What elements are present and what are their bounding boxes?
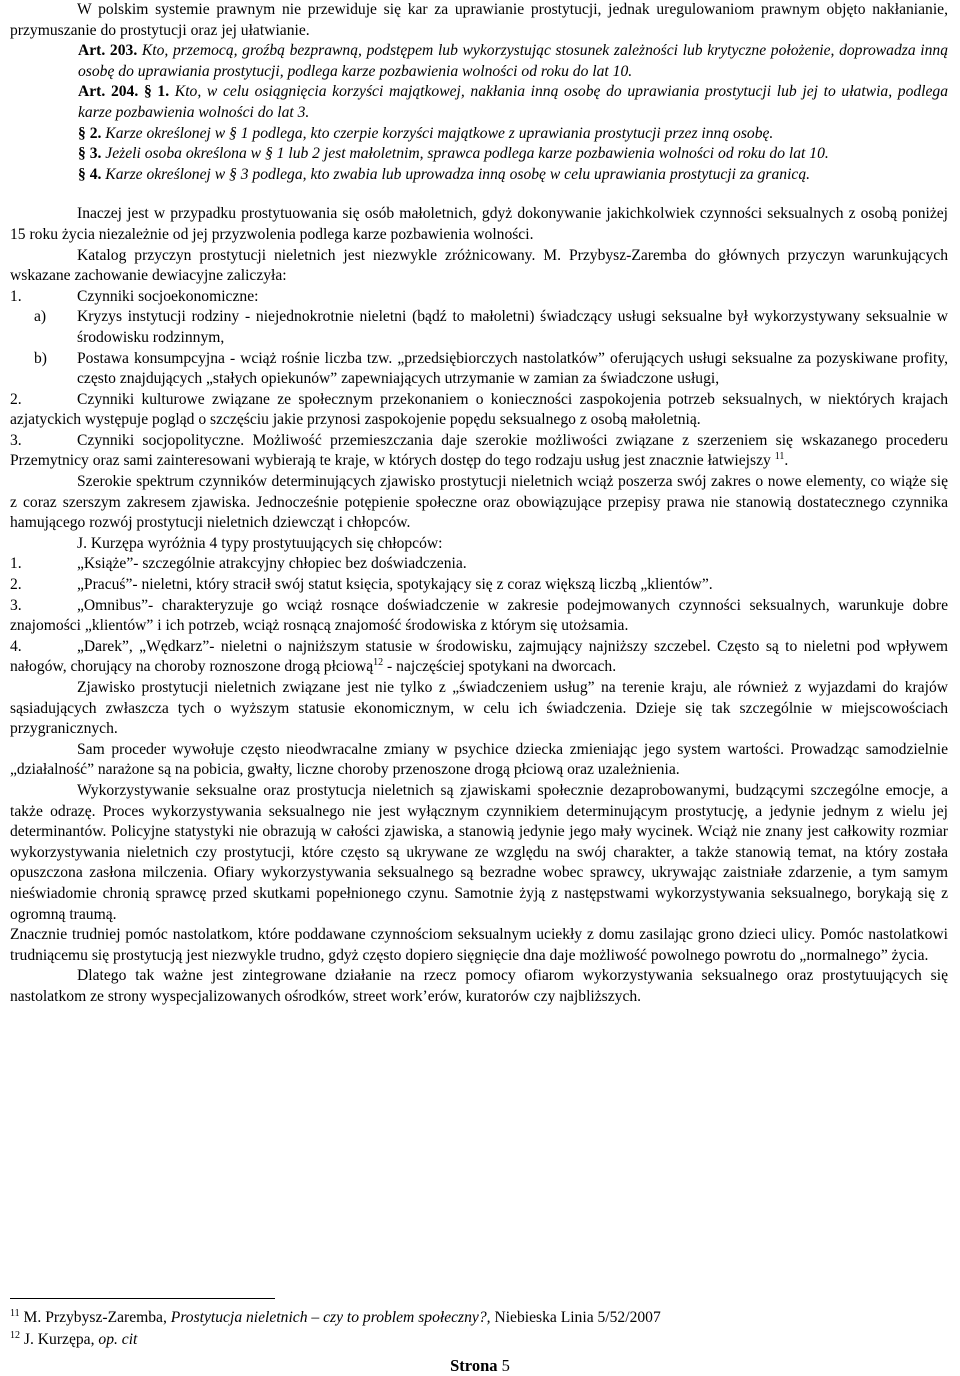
art-204-p4 [78, 165, 948, 186]
list-number: 4. [10, 637, 22, 655]
type-item-3 [10, 596, 948, 637]
list-text-end: . [784, 452, 789, 470]
footnote-11 [10, 1308, 940, 1328]
paragraph-spectrum: Szerokie spektrum czynników determinujących zjawisko prostytucji nieletnich wciąż poszerza swój zakres o nowe elementy, co wiąże się z coraz szerszym zakresem zjawiska. Jednocześnie potępienie społeczne oraz obowiązujące przepisy prawa nie stanowią dostatecznego czynnika hamującego rozwój prostytucji nieletnich dziewcząt i chłopców. [10, 473, 948, 532]
paragraph-minors: Inaczej jest w przypadku prostytuowania się osób małoletnich, gdyż dokonywanie jakichkolwiek czynności seksualnych z osobą poniżej 15 roku życia niezależnie od jej przyzwolenia podlega karze pozbawienia wolności. [10, 205, 948, 243]
footnote-title: Prostytucja nieletnich – czy to problem społeczny?, [170, 1309, 491, 1326]
art-203-text: Kto, przemocą, groźbą bezprawną, podstępem lub wykorzystując stosunek zależności lub krytyczne położenie, doprowadza inną osobę do uprawiania prostytucji, podlega karze pozbawienia wolności od roku do lat 10. [78, 42, 949, 80]
list-text: „Książe”- szczególnie atrakcyjny chłopiec bez doświadczenia. [77, 555, 467, 573]
page-number: 5 [501, 1356, 510, 1375]
art-204-label: Art. 204. [78, 83, 139, 101]
list-text: Czynniki socjopolityczne. Możliwość przemieszczania daje szerokie możliwości związane z szerzeniem się wskazanego procederu Przemytnicy oraz sami zainteresowani wybierają te kraje, w których dostęp do tego rodzaju usług jest znacznie łatwiejszy [10, 431, 948, 470]
cause-item-b [10, 349, 948, 390]
list-number: 1. [10, 555, 22, 573]
footnote-author: J. Kurzępa, [23, 1331, 95, 1348]
footnote-author: M. Przybysz-Zaremba, [23, 1309, 167, 1326]
legal-quote [78, 41, 948, 185]
list-number: 2. [10, 390, 22, 408]
art-204-p2 [78, 124, 948, 145]
art-204-p3-text: Jeżeli osoba określona w § 1 lub 2 jest małoletnim, sprawca podlega karze pozbawienia wolności od roku do lat 10. [105, 145, 829, 163]
footnote-ref-12[interactable]: 12 [373, 657, 384, 669]
intro-paragraph: W polskim systemie prawnym nie przewiduje się kar za uprawianie prostytucji, jednak uregulowaniom prawnym objęto nakłanianie, przymuszanie do prostytucji oraz jej ułatwianie. [10, 1, 948, 39]
footnote-ref-11[interactable]: 11 [774, 451, 785, 463]
paragraph-types-intro: J. Kurzępa wyróżnia 4 typy prostytuujących się chłopców: [77, 534, 443, 552]
paragraph-help: Znacznie trudniej pomóc nastolatkom, które poddawane czynnościom seksualnym uciekły z domu zasilając grono dzieci ulicy. Pomóc nastolatkowi trudniącemu się prostytucją jest niezwykle trudno, gdyż często dopiero sięgnięcie dna daje możliwość powolnego powrotu do „normalnego” życia. [10, 926, 948, 964]
paragraph-exploitation: Wykorzystywanie seksualne oraz prostytucja nieletnich są zjawiskami społecznie dezaprobowanymi, budzącymi szczególne emocje, a także odrazę. Proces wykorzystywania seksualnego nie jest wyłącznym czynnikiem determinującym prostytucję, a jedynie jednym z wielu jej determinantów. Policyjne statystyki nie obrazują w całości zjawiska, a stanowią jedynie jego mały wycinek. Wciąż nie znany jest całkowity rozmiar wykorzystywania nieletnich czy prostytucji, które często są ukrywane ze względu na swój charakter, a także stanowią temat, na który została opuszczona zasłona milczenia. Ofiary wykorzystywania seksualnego są bezradne wobec sprawcy, ukrywając zaistniałe zdarzenie, a tym samym nieświadomie chronią sprawcę przed skutkami popełnionego czynu. Samotnie żyją z następstwami wykorzystywania seksualnego, borykają się z ogromną traumą. [10, 781, 948, 923]
art-204-p1 [78, 82, 948, 123]
list-text: Czynniki kulturowe związane ze społecznym przekonaniem o konieczności zaspokojenia potrzeb seksualnych, w niektórych krajach azjatyckich występuje pogląd o szczęściu jakie przynosi zaspokojenie popędu seksualnego z osobą małoletnią. [10, 390, 948, 429]
footnote-number: 11 [10, 1307, 20, 1319]
list-text: „Darek”, „Wędkarz”- nieletni o najniższym statusie w środowisku, zajmujący najniższy szczebel. Często są to nieletni pod wpływem nałogów, chorujący na choroby roznoszone drogą płciową [10, 637, 948, 676]
document-body [10, 0, 948, 1008]
art-203 [78, 41, 948, 82]
list-text: „Pracuś”- nieletni, który stracił swój statut księcia, spotykający się z coraz większą liczbą „klientów”. [77, 576, 713, 594]
cause-item-a [10, 307, 948, 348]
art-204-p1-label: § 1. [143, 83, 170, 101]
footnote-number: 12 [10, 1329, 20, 1341]
art-204-p2-text: Karze określonej w § 1 podlega, kto czerpie korzyści majątkowe z uprawiania prostytucji przez inną osobę. [105, 124, 774, 142]
type-item-4 [10, 637, 948, 678]
type-item-1 [10, 554, 948, 575]
list-letter: b) [34, 349, 47, 367]
art-204-p4-text: Karze określonej w § 3 podlega, kto zwabia lub uprowadza inną osobę w celu uprawiania prostytucji za granicą. [105, 165, 811, 183]
list-letter: a) [34, 308, 47, 326]
list-text: Postawa konsumpcyjna - wciąż rośnie liczba tzw. „przedsiębiorczych nastolatków” oferujących usługi seksualne za pozyskiwane profity, często znajdujących „stałych opiekunów” zapewniających utrzymanie w zamian za świadczone usługi, [77, 349, 948, 388]
paragraph-abroad: Zjawisko prostytucji nieletnich związane jest nie tylko z „świadczeniem usług” na terenie kraju, ale również z wyjazdami do krajów sąsiadujących zwłaszcza tych o wyższym statusie ekonomicznym, w celu ich świadczenia. Dzieje się tak szczególnie w miejscowościach przygranicznych. [10, 679, 948, 738]
list-number: 1. [10, 287, 22, 305]
cause-item-1 [10, 287, 948, 308]
list-text: Kryzys instytucji rodziny - niejednokrotnie nieletni (bądź to małoletni) świadczący usługi seksualne był wykorzystywany seksualnie w środowisku rodzinnym, [77, 308, 948, 346]
art-203-label: Art. 203. [78, 42, 138, 60]
art-204-p2-label: § 2. [78, 124, 102, 142]
footnote-source: Niebieska Linia 5/52/2007 [494, 1309, 661, 1326]
list-number: 3. [10, 596, 22, 614]
cause-item-3 [10, 431, 948, 472]
art-204-p3 [78, 144, 948, 165]
page-label: Strona [450, 1356, 498, 1375]
paragraph-conclusion: Dlatego tak ważne jest zintegrowane działanie na rzecz pomocy ofiarom wykorzystywania seksualnego oraz prostytuujących się nastolatkom ze strony wyspecjalizowanych ośrodków, street work’erów, kuratorów czy najbliższych. [10, 967, 948, 1005]
list-text: Czynniki socjoekonomiczne: [77, 287, 259, 305]
list-number: 2. [10, 576, 22, 594]
spacer [10, 185, 948, 204]
art-204-p3-label: § 3. [78, 145, 102, 163]
list-text-end: - najczęściej spotykani na dworcach. [383, 658, 617, 676]
footnote-source: op. cit [98, 1331, 138, 1348]
art-204-p1-text: Kto, w celu osiągnięcia korzyści majątkowej, nakłania inną osobę do uprawiania prostytucji lub jej to ułatwia, podlega karze pozbawienia wolności do lat 3. [78, 83, 949, 121]
type-item-2 [10, 575, 948, 596]
page-footer [0, 1356, 960, 1376]
paragraph-psyche: Sam proceder wywołuje często nieodwracalne zmiany w psychice dziecka zmieniając jego system wartości. Prowadząc samodzielnie „działalność” narażone są na pobicia, gwałty, liczne choroby przenoszone drogą płciową oraz uzależnienia. [10, 740, 948, 779]
paragraph-causes-intro: Katalog przyczyn prostytucji nieletnich jest niezwykle zróżnicowany. M. Przybysz-Zaremba do głównych przyczyn warunkujących wskazane zachowanie dewiacyjne zaliczyła: [10, 246, 948, 285]
art-204-p4-label: § 4. [78, 165, 102, 183]
footnote-divider [10, 1298, 275, 1299]
list-text: „Omnibus”- charakteryzuje go wciąż rosnące doświadczenie w zakresie podejmowanych czynności seksualnych, warunkuje dobre znajomości „klientów” i ich potrzeb, wciąż rosnącą znajomość środowiska z którym się utożsamia. [10, 596, 948, 635]
list-number: 3. [10, 431, 22, 449]
footnote-12 [10, 1330, 940, 1350]
cause-item-2 [10, 390, 948, 431]
